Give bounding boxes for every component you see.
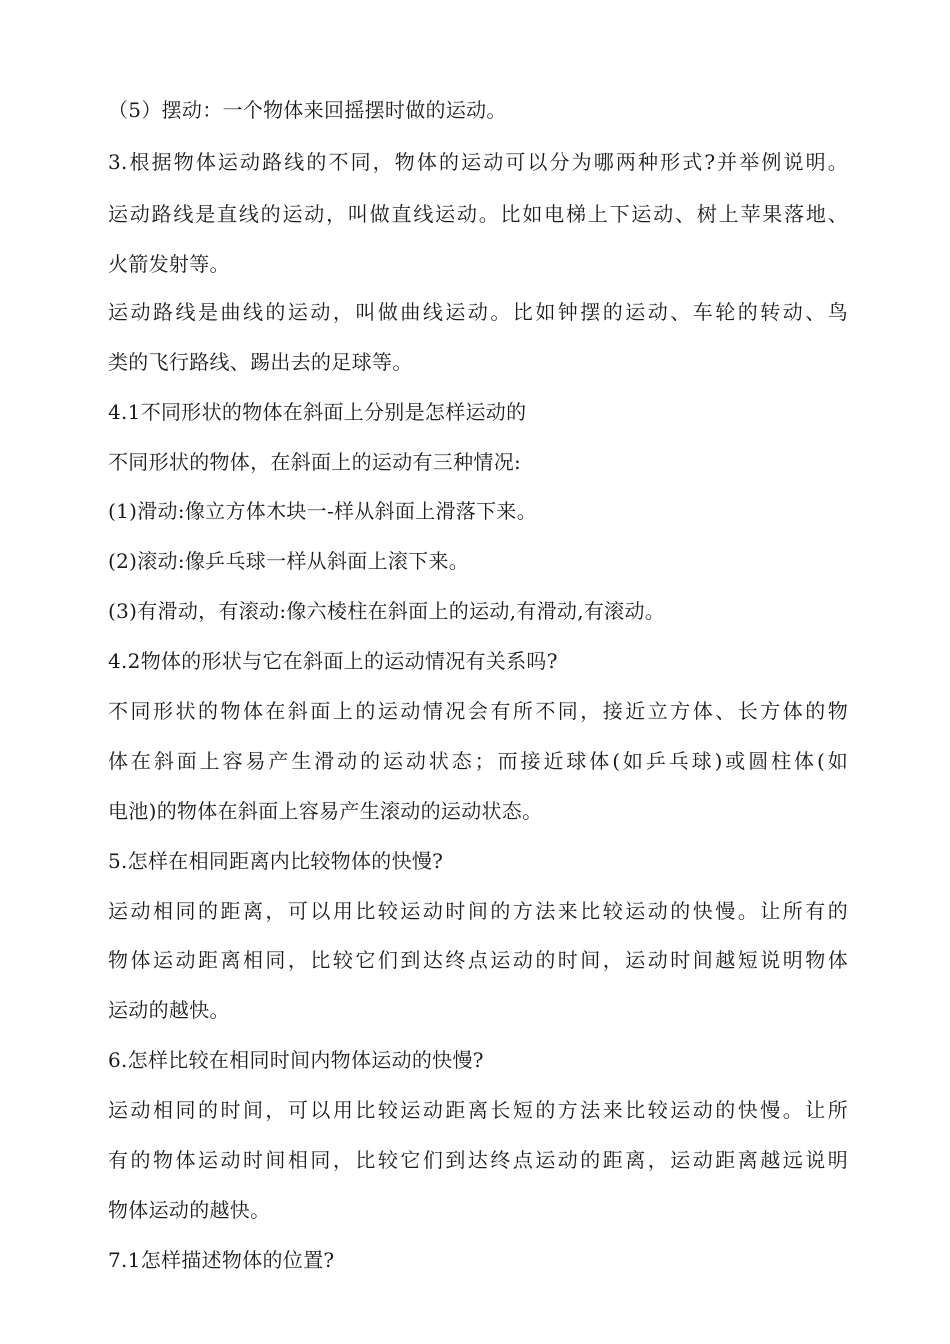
question-heading: 5.怎样在相同距离内比较物体的快慢? xyxy=(108,849,444,873)
text-line: 有的物体运动时间相同，比较它们到达终点运动的距离，运动距离越远说明 xyxy=(108,1148,848,1172)
text-line: 不同形状的物体在斜面上的运动情况会有所不同，接近立方体、长方体的物 xyxy=(108,699,848,723)
text-line: 运动相同的时间，可以用比较运动距离长短的方法来比较运动的快慢。让所 xyxy=(108,1098,848,1122)
list-item: (3)有滑动，有滚动:像六棱柱在斜面上的运动,有滑动,有滚动。 xyxy=(108,599,666,623)
text-line: 电池)的物体在斜面上容易产生滚动的运动状态。 xyxy=(108,799,543,823)
text-line: 运动的越快。 xyxy=(108,998,230,1022)
question-heading: 6.怎样比较在相同时间内物体运动的快慢? xyxy=(108,1048,484,1072)
question-heading: 7.1怎样描述物体的位置? xyxy=(108,1248,335,1272)
text-line: 类的飞行路线、踢出去的足球等。 xyxy=(108,350,413,374)
text-line: 物体运动距离相同，比较它们到达终点运动的时间，运动时间越短说明物体 xyxy=(108,948,848,972)
text-line: 运动路线是曲线的运动，叫做曲线运动。比如钟摆的运动、车轮的转动、鸟 xyxy=(108,300,848,324)
list-item: (1)滑动:像立方体木块一-样从斜面上滑落下来。 xyxy=(108,499,538,523)
question-heading: 4.2物体的形状与它在斜面上的运动情况有关系吗? xyxy=(108,649,558,673)
question-heading: 3.根据物体运动路线的不同，物体的运动可以分为哪两种形式?并举例说明。 xyxy=(108,150,848,174)
text-line: 运动路线是直线的运动，叫做直线运动。比如电梯上下运动、树上苹果落地、 xyxy=(108,202,848,226)
text-line: 体在斜面上容易产生滑动的运动状态；而接近球体(如乒乓球)或圆柱体(如 xyxy=(108,749,848,773)
text-line: 不同形状的物体，在斜面上的运动有三种情况: xyxy=(108,450,522,474)
text-line: 火箭发射等。 xyxy=(108,252,230,276)
question-heading: 4.1不同形状的物体在斜面上分别是怎样运动的 xyxy=(108,400,527,424)
text-line: 运动相同的距离，可以用比较运动时间的方法来比较运动的快慢。让所有的 xyxy=(108,899,848,923)
text-line: 物体运动的越快。 xyxy=(108,1198,271,1222)
list-item: (2)滚动:像乒乓球一样从斜面上滚下来。 xyxy=(108,549,470,573)
text-line: （5）摆动：一个物体来回摇摆时做的运动。 xyxy=(108,98,507,122)
